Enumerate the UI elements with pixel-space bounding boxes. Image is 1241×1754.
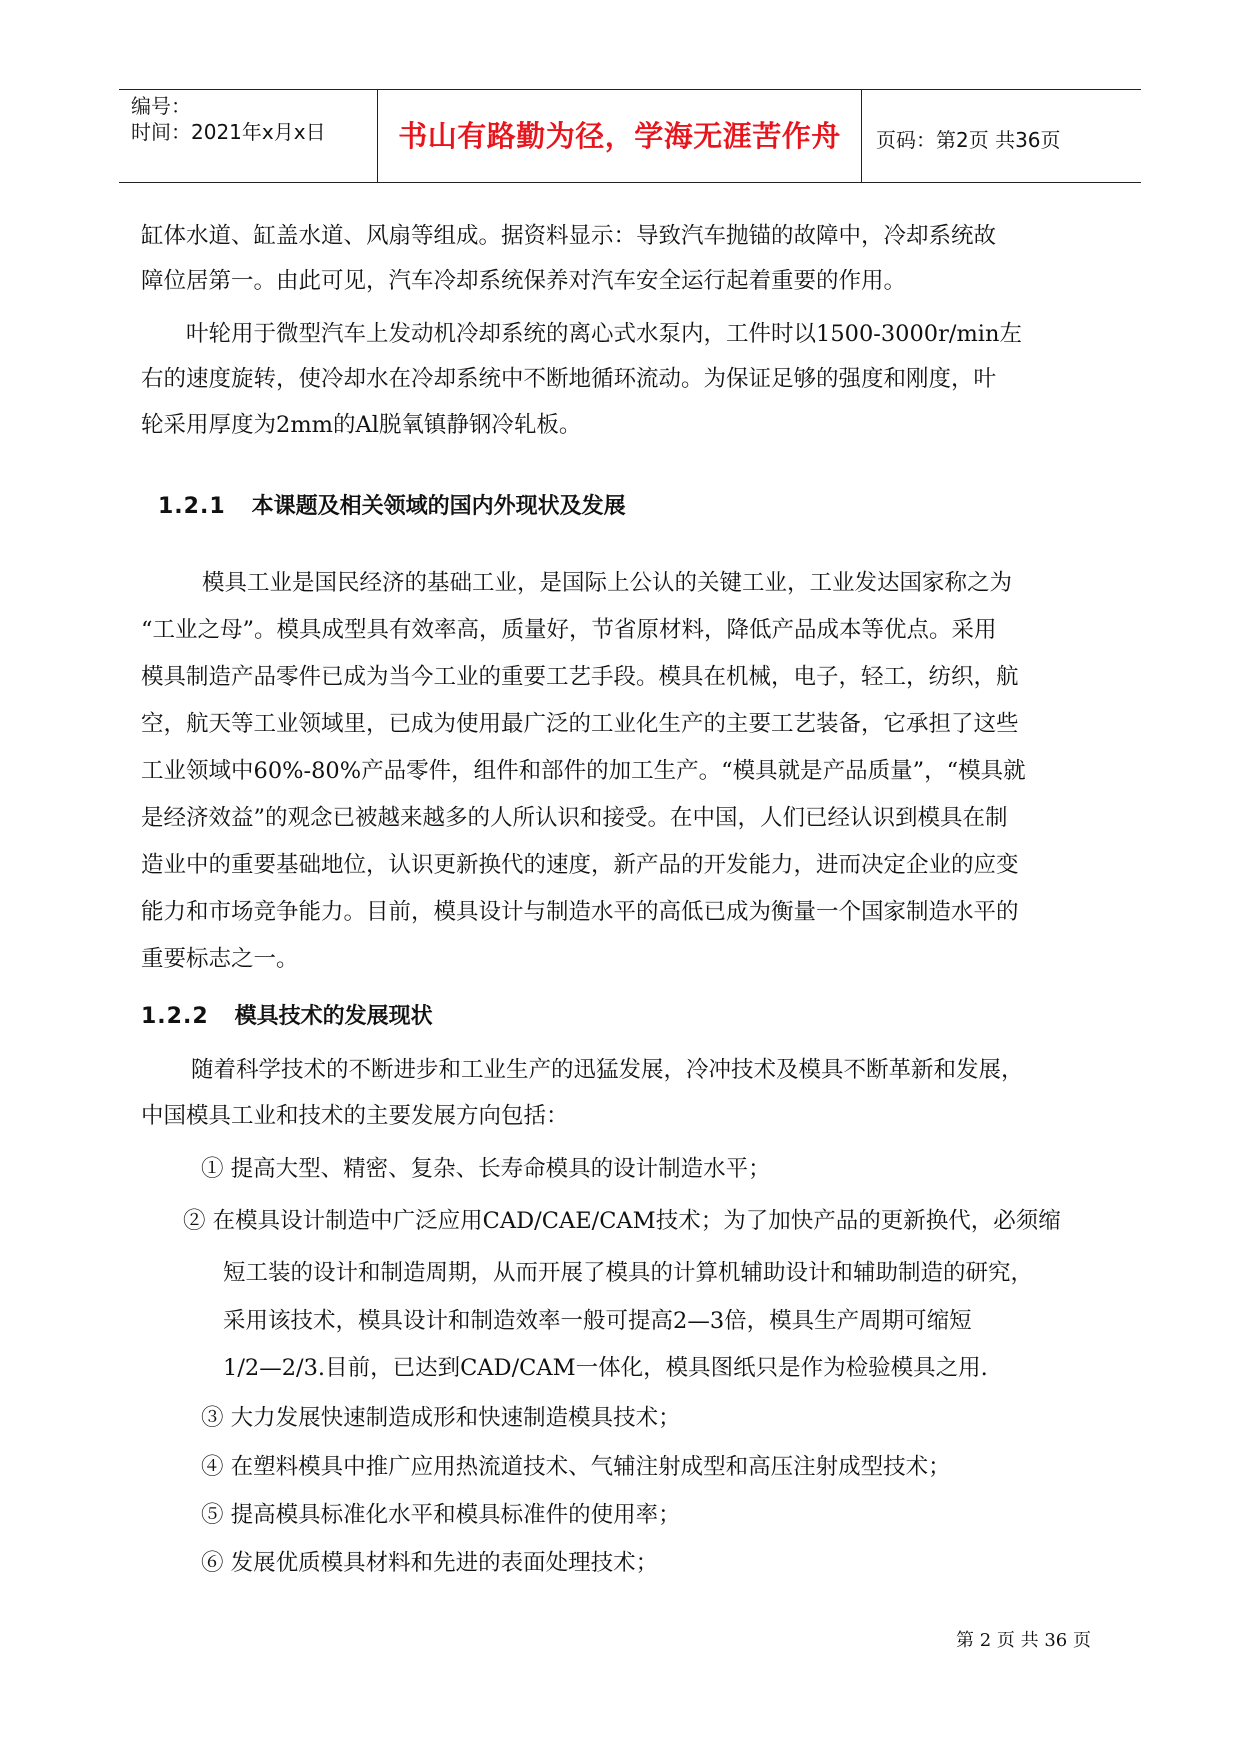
paragraph-line: 模具制造产品零件已成为当今工业的重要工艺手段。模具在机械，电子，轻工，纺织，航 [141, 664, 1019, 690]
header-meta-cell [119, 90, 377, 182]
paragraph-line: “工业之母”。模具成型具有效率高，质量好，节省原材料，降低产品成本等优点。采用 [141, 617, 997, 643]
header-motto: 书山有路勤为径，学海无涯苦作舟 [398, 119, 841, 153]
list-item-continuation: 采用该技术，模具设计和制造效率一般可提高2—3倍，模具生产周期可缩短 [223, 1308, 972, 1334]
paragraph-line: 随着科学技术的不断进步和工业生产的迅猛发展，冷冲技术及模具不断革新和发展， [191, 1057, 1024, 1083]
header-motto-cell [377, 90, 862, 182]
list-item: ② 在模具设计制造中广泛应用CAD/CAE/CAM技术；为了加快产品的更新换代，必须缩 [183, 1208, 1061, 1234]
section-title: 本课题及相关领域的国内外现状及发展 [251, 494, 626, 519]
page-footer: 第 2 页 共 36 页 [956, 1630, 1091, 1651]
document-date-label: 时间：2021年x月x日 [131, 120, 326, 144]
list-item: ⑥ 发展优质模具材料和先进的表面处理技术； [201, 1550, 659, 1576]
list-item-continuation: 1/2—2/3.目前，已达到CAD/CAM一体化，模具图纸只是作为检验模具之用. [223, 1355, 988, 1381]
paragraph-line: 造业中的重要基础地位，认识更新换代的速度，新产品的开发能力，进而决定企业的应变 [141, 852, 1019, 878]
paragraph-line: 叶轮用于微型汽车上发动机冷却系统的离心式水泵内，工件时以1500-3000r/min左 [186, 321, 1022, 347]
section-number: 1.2.1 [158, 494, 226, 519]
paragraph-line: 空，航天等工业领域里，已成为使用最广泛的工业化生产的主要工艺装备，它承担了这些 [141, 711, 1019, 737]
paragraph-line: 轮采用厚度为2mm的Al脱氧镇静钢冷轧板。 [141, 412, 582, 438]
paragraph-line: 重要标志之一。 [141, 946, 299, 972]
header-page-cell [862, 90, 1141, 182]
paragraph-line: 中国模具工业和技术的主要发展方向包括： [141, 1103, 569, 1129]
page-header [119, 89, 1141, 183]
list-item: ④ 在塑料模具中推广应用热流道技术、气辅注射成型和高压注射成型技术； [201, 1454, 951, 1480]
section-heading [158, 492, 626, 522]
paragraph-line: 右的速度旋转，使冷却水在冷却系统中不断地循环流动。为保证足够的强度和刚度，叶 [141, 366, 997, 392]
list-item: ③ 大力发展快速制造成形和快速制造模具技术； [201, 1405, 681, 1431]
paragraph-line: 能力和市场竞争能力。目前，模具设计与制造水平的高低已成为衡量一个国家制造水平的 [141, 899, 1019, 925]
paragraph-line: 模具工业是国民经济的基础工业，是国际上公认的关键工业，工业发达国家称之为 [202, 570, 1013, 596]
paragraph-line: 缸体水道、缸盖水道、风扇等组成。据资料显示：导致汽车抛锚的故障中，冷却系统故 [141, 223, 997, 249]
section-title: 模具技术的发展现状 [234, 1004, 433, 1029]
paragraph-line: 障位居第一。由此可见，汽车冷却系统保养对汽车安全运行起着重要的作用。 [141, 268, 907, 294]
list-item-continuation: 短工装的设计和制造周期，从而开展了模具的计算机辅助设计和辅助制造的研究， [223, 1260, 1034, 1286]
list-item: ⑤ 提高模具标准化水平和模具标准件的使用率； [201, 1502, 681, 1528]
document-number-label: 编号： [131, 94, 191, 118]
section-number: 1.2.2 [141, 1004, 209, 1029]
paragraph-line: 是经济效益”的观念已被越来越多的人所认识和接受。在中国，人们已经认识到模具在制 [141, 805, 1008, 831]
header-page-number: 页码：第2页 共36页 [876, 128, 1061, 152]
list-item: ① 提高大型、精密、复杂、长寿命模具的设计制造水平； [201, 1156, 771, 1182]
paragraph-line: 工业领域中60%-80%产品零件，组件和部件的加工生产。“模具就是产品质量”，“模具就 [141, 758, 1026, 784]
section-heading [141, 1002, 433, 1032]
